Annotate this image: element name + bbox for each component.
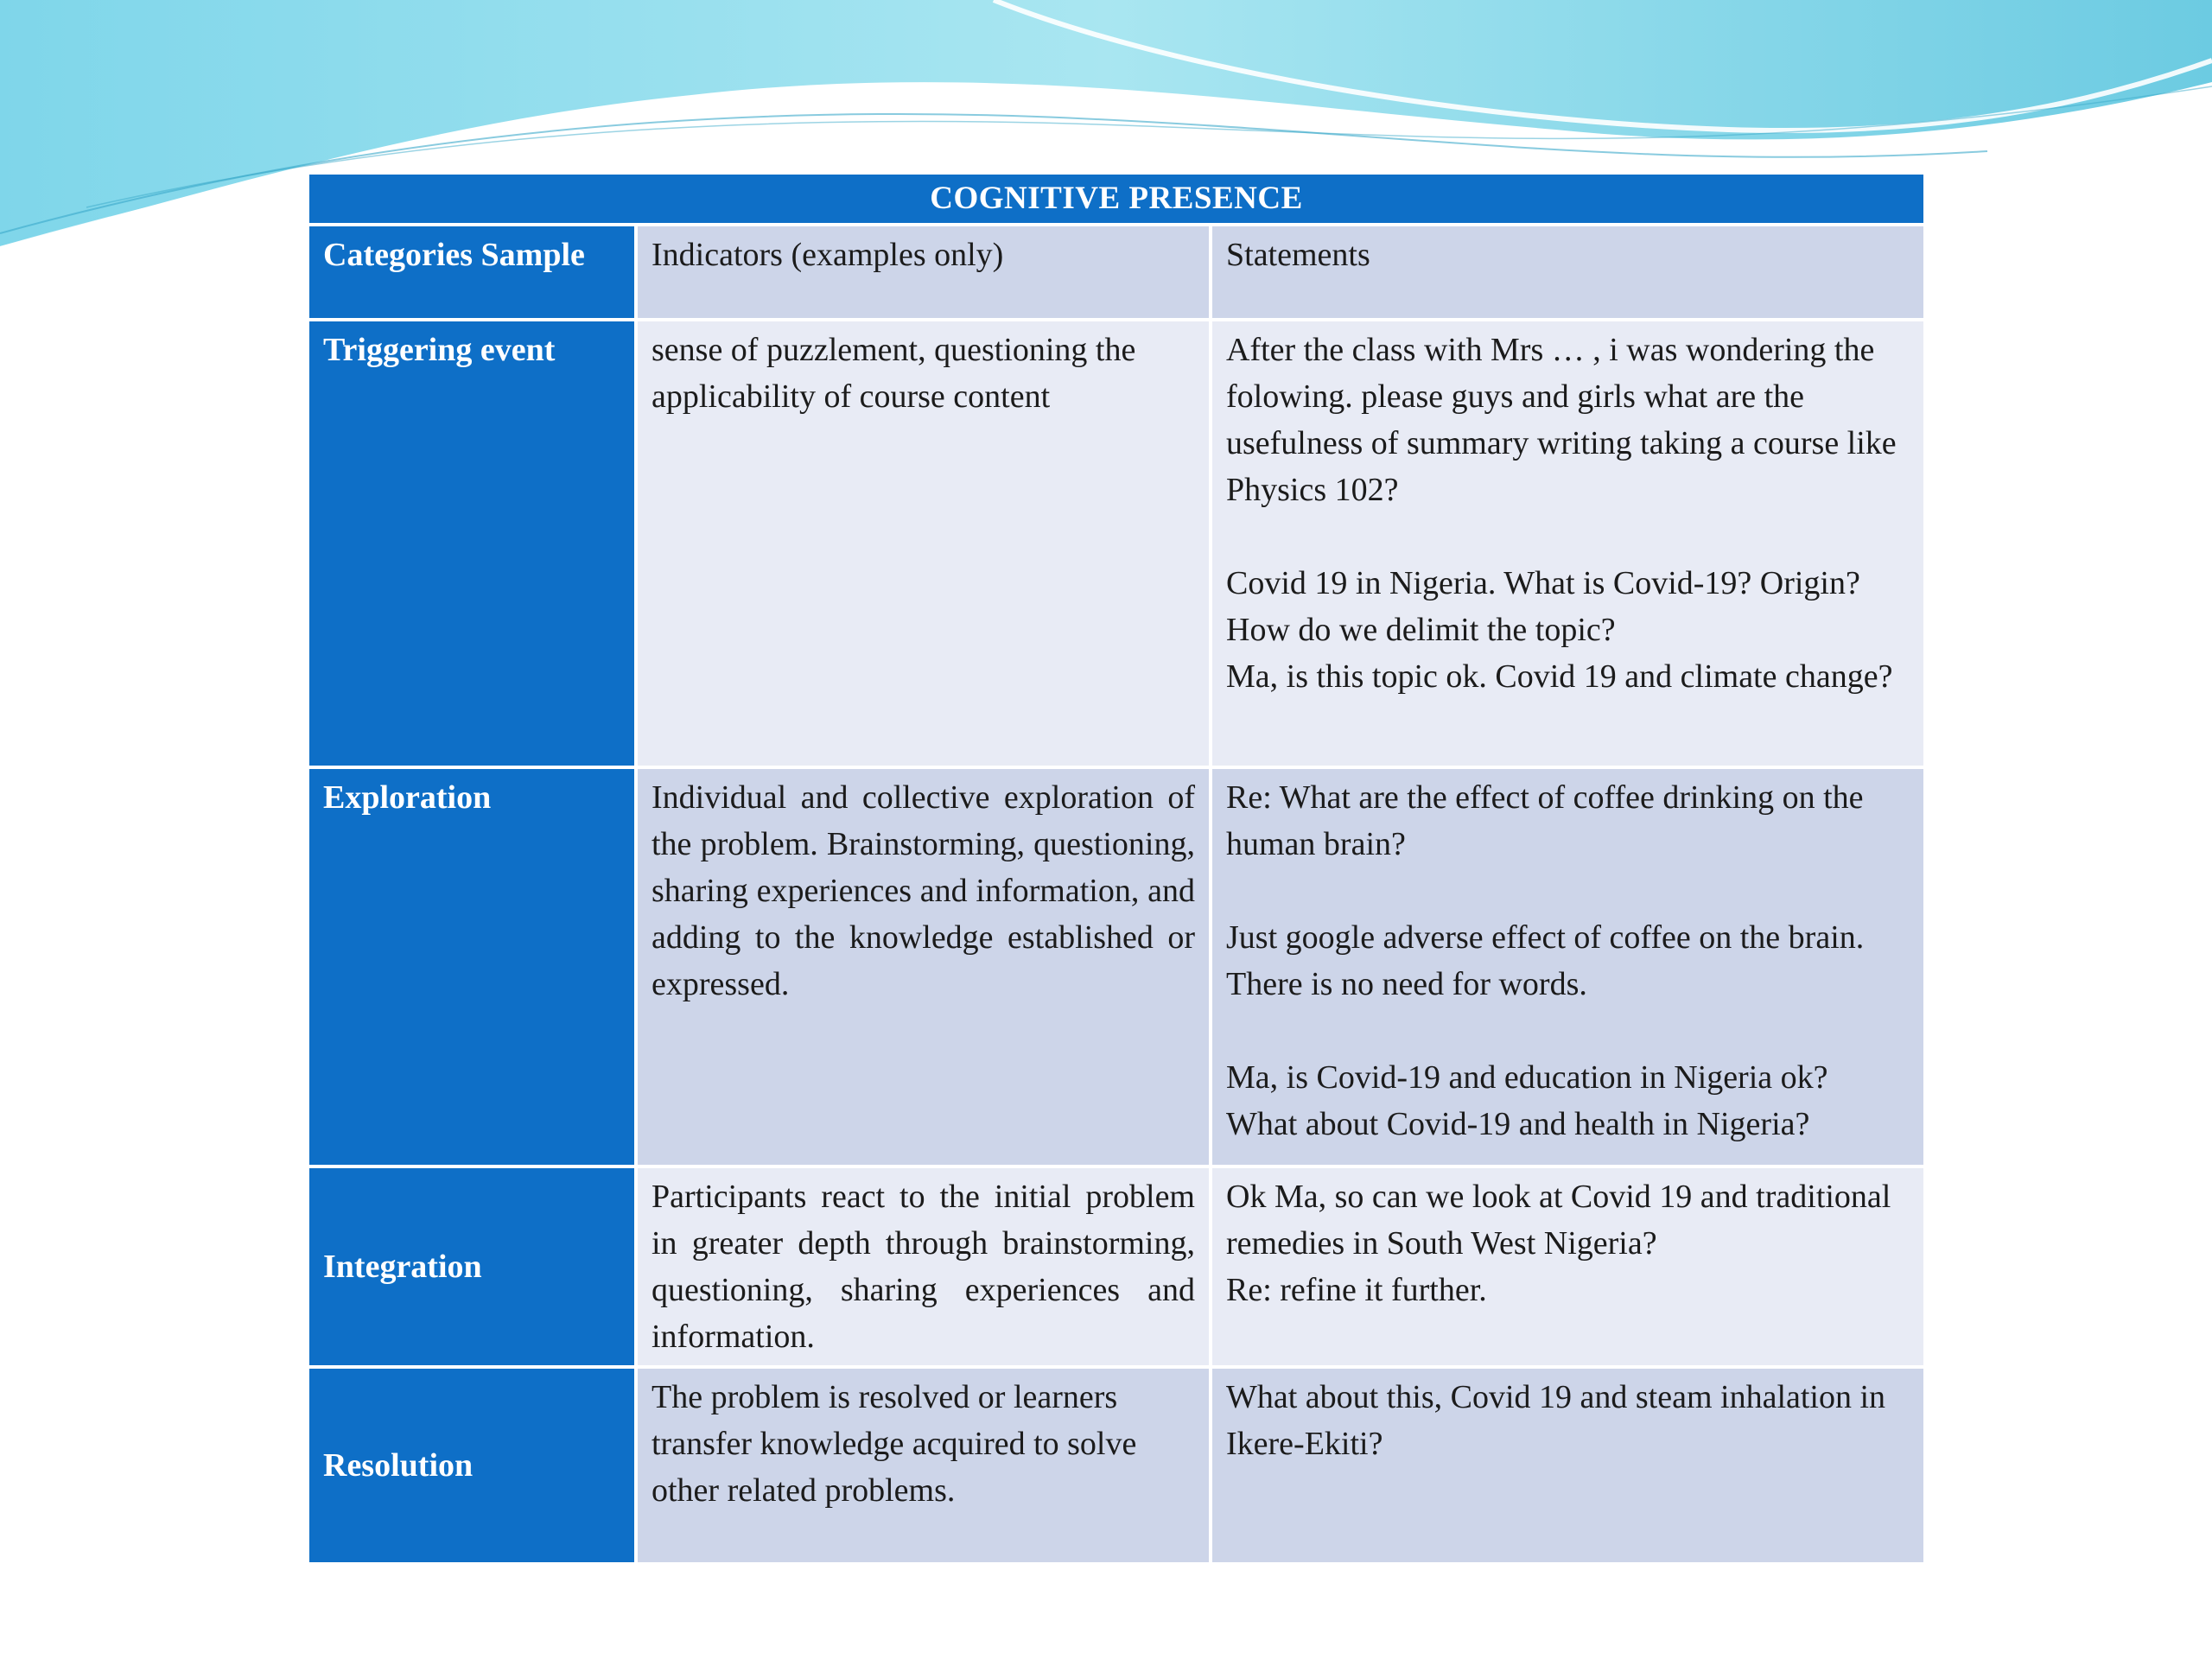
indicator-cell: Participants react to the initial problem in greater depth through brainstorming, questioning, sharing experiences and information. bbox=[636, 1166, 1211, 1367]
statement-text: Ok Ma, so can we look at Covid 19 and traditional remedies in South West Nigeria? Re: refine it further. bbox=[1226, 1179, 1891, 1308]
table-row bbox=[308, 1166, 1925, 1367]
indicator-cell: sense of puzzlement, questioning the applicability of course content bbox=[636, 320, 1211, 767]
table-header-row bbox=[308, 225, 1925, 320]
table-row bbox=[308, 320, 1925, 767]
category-cell: Triggering event bbox=[308, 320, 636, 767]
statement-text: Re: What are the effect of coffee drinking on the human brain? bbox=[1226, 779, 1864, 862]
statements-cell bbox=[1211, 320, 1925, 767]
indicator-cell: Individual and collective exploration of the problem. Brainstorming, questioning, sharing experiences and information, and adding to the knowledge established or expressed. bbox=[636, 767, 1211, 1166]
statement-text: After the class with Mrs … , i was wondering the folowing. please guys and girls what are the usefulness of summary writing taking a course like Physics 102? bbox=[1226, 332, 1897, 508]
table-title: COGNITIVE PRESENCE bbox=[308, 173, 1925, 225]
indicator-cell: The problem is resolved or learners transfer knowledge acquired to solve other related problems. bbox=[636, 1367, 1211, 1564]
category-cell: Exploration bbox=[308, 767, 636, 1166]
cognitive-presence-table bbox=[306, 171, 1927, 1566]
statement-text: Ma, is Covid-19 and education in Nigeria ok? What about Covid-19 and health in Nigeria? bbox=[1226, 1059, 1828, 1142]
statement-text: Covid 19 in Nigeria. What is Covid-19? Origin? How do we delimit the topic? Ma, is this topic ok. Covid 19 and climate change? bbox=[1226, 565, 1893, 695]
statements-cell bbox=[1211, 1367, 1925, 1564]
header-indicators: Indicators (examples only) bbox=[636, 225, 1211, 320]
statements-cell bbox=[1211, 767, 1925, 1166]
table-row bbox=[308, 767, 1925, 1166]
category-cell: Integration bbox=[308, 1166, 636, 1367]
statement-text: What about this, Covid 19 and steam inhalation in Ikere-Ekiti? bbox=[1226, 1379, 1886, 1462]
statements-cell bbox=[1211, 1166, 1925, 1367]
statement-text: Just google adverse effect of coffee on the brain. There is no need for words. bbox=[1226, 919, 1865, 1002]
category-cell: Resolution bbox=[308, 1367, 636, 1564]
header-statements: Statements bbox=[1211, 225, 1925, 320]
header-categories: Categories Sample bbox=[308, 225, 636, 320]
table-row bbox=[308, 1367, 1925, 1564]
